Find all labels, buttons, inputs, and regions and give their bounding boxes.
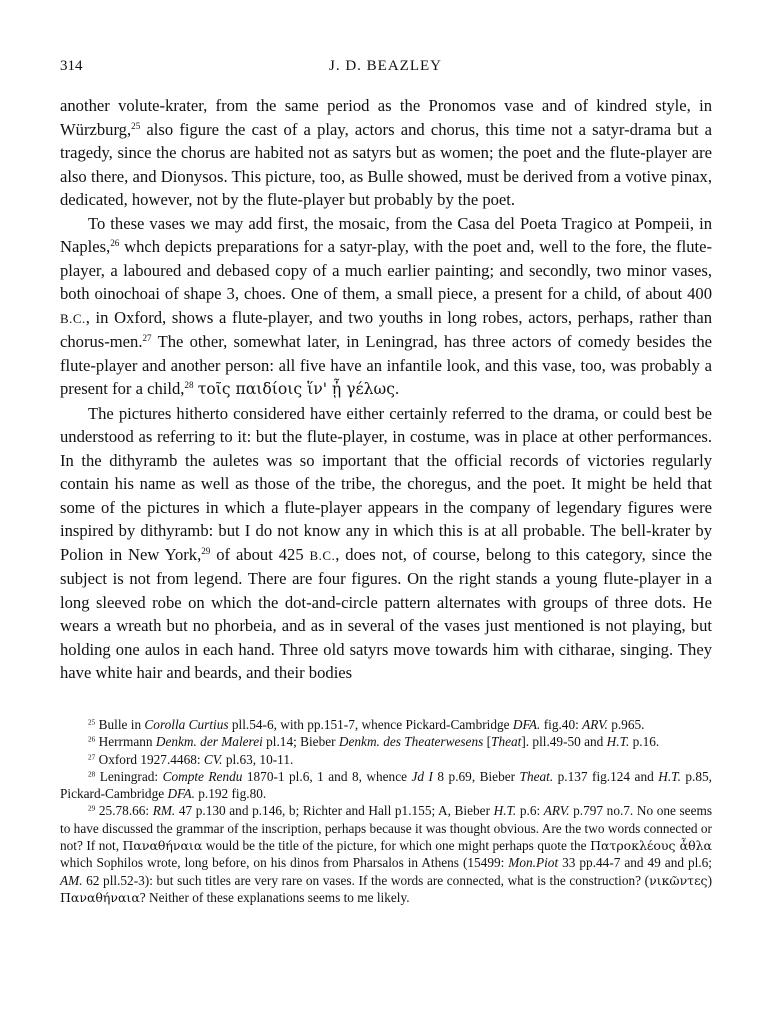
footnote-ref: 26 (110, 238, 120, 249)
page-header (60, 58, 711, 82)
footnote-ref: 28 (184, 380, 194, 391)
footnote: $^{26}$ Herrmann Denkm. der Malerei pl.14; Bieber Denkm. des Theaterwesens [Theat]. pll.49-50 and H.T. p.16. (88, 734, 660, 750)
greek-inscription: τοῖς παιδίοις ἵν' ᾖ γέλως (197, 380, 395, 398)
body-text (60, 94, 712, 685)
footnote: $^{25}$ Bulle in Corolla Curtius pll.54-6, with pp.151-7, whence Pickard-Cambridge DFA. fig.40: ARV. p.965. (88, 717, 645, 732)
footnote-ref: 29 (201, 545, 211, 556)
paragraph: The pictures hitherto considered have either certainly referred to the drama, or could best be understood as referring to it: but the flute-player, in costume, was in place at other performances. In the dithyramb the auletes was so important that the official records of victories regularly contain his name as well as those of the tribe, the choregus, and the poet. It might be held that some of the pictures in which a flute-player appears in the company of legendary figures were inspired by dithyramb: but I do not know any in which this is at all probable. The bell-krater by Polion in New York,$^{29}$ of about 425 B.C., does not, of course, belong to this category, since the subject is not from legend. There are four figures. On the right stands a young flute-player in a long sleeved robe on which the dot-and-circle pattern alternates with groups of three dots. He wears a wreath but no phorbeia, and as in several of the vases just mentioned is not playing, but holding one aulos in each hand. Three old satyrs move towards him with citharae, singing. They have white hair and beards, and their bodies (60, 403, 712, 682)
footnote-ref: 25 (131, 120, 141, 131)
footnote: $^{28}$ Leningrad: Compte Rendu 1870-1 pl.6, 1 and 8, whence Jd I 8 p.69, Bieber Theat. p.137 fig.124 and H.T. p.85, Pickard-Cambridge DFA. p.192 fig.80. (60, 768, 712, 802)
paragraph: another volute-krater, from the same period as the Pronomos vase and of kindred style, in Würzburg,$^{25}$ also figure the cast of a play, actors and chorus, this time not a satyr-drama but a tragedy, since the chorus are habited not as satyrs but as women; the poet and the flute-player are also there, and Dionysos. This picture, too, as Bulle showed, must be derived from a votive pinax, dedicated, however, not by the flute-player but probably by the poet. (60, 96, 712, 209)
running-head: J. D. BEAZLEY (329, 58, 442, 74)
paragraph: To these vases we may add first, the mosaic, from the Casa del Poeta Tragico at Pompeii, in Naples,$^{26}$ whch depicts preparations for a satyr-play, with the poet and, well to the fore, the flute-player, a laboured and debased copy of a much earlier painting; and secondly, two minor vases, both oinochoai of shape 3, choes. One of them, a small piece, a present for a child, of about 400 B.C., in Oxford, shows a flute-player, and two youths in long robes, actors, perhaps, rather than chorus-men.$^{27}$ The other, somewhat later, in Leningrad, has three actors of comedy besides the flute-player and another person: all five have an infantile look, and this vase, too, was probably a present for a child,$^{28}$ τοῖς παιδίοις ἵν' ᾖ γέλως. (60, 213, 712, 398)
footnote-ref: 27 (142, 333, 152, 344)
page-number: 314 (60, 58, 83, 74)
footnote: $^{27}$ Oxford 1927.4468: CV. pl.63, 10-11. (88, 751, 294, 767)
footnote: $^{29}$ 25.78.66: RM. 47 p.130 and p.146, b; Richter and Hall p1.155; A, Bieber H.T. p.6: ARV. p.797 no.7. No one seems to have discussed the grammar of the inscription, perhaps because it was thought obvious. Are the two words connected or not? If not, Παναθήναια would be the title of the picture, for which one might perhaps quote the Πατροκλέους ἆθλα which Sophilos wrote, long before, on his dinos from Pharsalos in Athens (15499: Mon.Piot 33 pp.44-7 and 49 and pl.6; AM. 62 pll.52-3): but such titles are very rare on vases. If the words are connected, what is the construction? (νικῶντες) Παναθήναια? Neither of these explanations seems to me likely. (60, 803, 713, 905)
footnotes (60, 716, 712, 906)
